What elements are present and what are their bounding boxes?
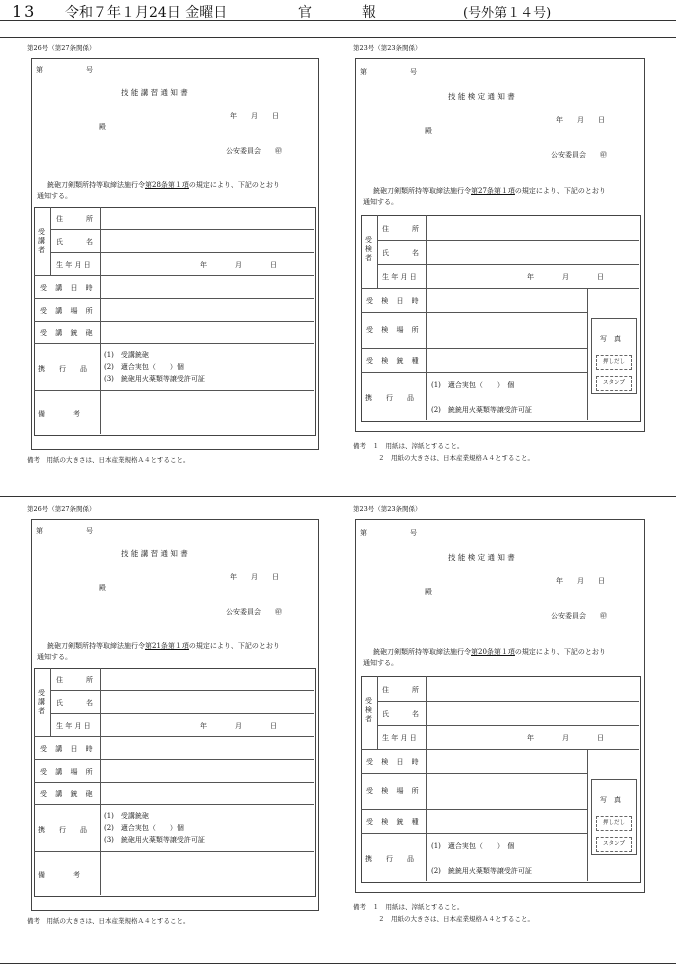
issuer: 公安委員会 ㊞: [226, 608, 282, 616]
form-note: 備考 用紙の大きさは、日本産業規格Ａ４とすること。: [27, 456, 190, 464]
col-rule: [50, 207, 51, 275]
number-label-b: 号: [410, 529, 417, 537]
dob-value: 年 月 日: [527, 734, 604, 742]
label-dob: 生 年 月 日: [382, 734, 417, 742]
form-note-2: ２ 用紙の大きさは、日本産業規格Ａ４とすること。: [378, 454, 534, 462]
number-label-a: 第: [36, 66, 43, 74]
body-line-1: 銃砲刀剣類所持等取締法施行令第27条第１項の規定により、下記のとおり: [373, 187, 606, 195]
issuer: 公安委員会 ㊞: [551, 151, 607, 159]
col-rule: [377, 676, 378, 749]
press-stamp: 押しだし: [596, 355, 632, 370]
section-rule-bottom: [0, 963, 676, 964]
label-items: 携 行 品: [365, 855, 414, 863]
label-datetime: 受 検 日 時: [366, 297, 422, 305]
label-dob: 生 年 月 日: [382, 273, 417, 281]
photo-label: 写 真: [600, 796, 621, 804]
row-rule: [377, 701, 639, 702]
addressee: 殿: [99, 123, 106, 131]
row-rule: [34, 275, 314, 276]
body-line-2: 通知する。: [37, 192, 72, 200]
body-line-2: 通知する。: [37, 653, 72, 661]
addressee: 殿: [425, 127, 432, 135]
row-rule: [361, 312, 587, 313]
form-type: 第23号（第23条関係）: [353, 505, 422, 513]
form-note: 備考 用紙の大きさは、日本産業規格Ａ４とすること。: [27, 917, 190, 925]
label-name: 氏 名: [382, 710, 422, 718]
document-title: 技 能 講 習 通 知 書: [121, 88, 188, 97]
col-rule: [587, 749, 588, 881]
number-label-b: 号: [86, 66, 93, 74]
col-rule: [587, 288, 588, 420]
item-3: (3) 銃砲用火薬類等譲受許可証: [104, 375, 205, 383]
row-rule: [377, 264, 639, 265]
number-label-a: 第: [36, 527, 43, 535]
stamp-mark: スタンプ: [596, 376, 632, 391]
form-type: 第23号（第23条関係）: [353, 44, 422, 52]
body-line-1: 銃砲刀剣類所持等取締法施行令第20条第１項の規定により、下記のとおり: [373, 648, 606, 656]
row-rule: [34, 321, 314, 322]
row-rule: [34, 851, 314, 852]
label-place: 受 検 場 所: [366, 787, 422, 795]
label-name: 氏 名: [382, 249, 422, 257]
row-rule: [361, 773, 587, 774]
label-items: 携 行 品: [38, 365, 87, 373]
item-1: (1) 適合実包（ ） 個: [431, 842, 515, 850]
body-line-1: 銃砲刀剣類所持等取締法施行令第21条第１項の規定により、下記のとおり: [47, 642, 280, 650]
date-line: 年 月 日: [230, 112, 279, 120]
issuer: 公安委員会 ㊞: [551, 612, 607, 620]
section-rule-top: [0, 37, 676, 38]
label-gun: 受 講 銃 砲: [40, 329, 96, 337]
col-rule: [426, 215, 427, 420]
number-label-a: 第: [360, 529, 367, 537]
label-gun: 受 検 銃 種: [366, 357, 422, 365]
group-label: 受講者: [38, 228, 45, 254]
press-stamp: 押しだし: [596, 816, 632, 831]
row-rule: [361, 749, 639, 750]
col-rule: [100, 668, 101, 895]
addressee: 殿: [425, 588, 432, 596]
label-address: 住 所: [382, 225, 422, 233]
row-rule: [361, 833, 587, 834]
item-2: (2) 銃銃用火薬類等譲受許可証: [431, 867, 532, 875]
dob-value: 年 月 日: [200, 261, 277, 269]
form-note-1: 備考 １ 用紙は、滓紙とすること。: [353, 903, 464, 911]
row-rule: [377, 725, 639, 726]
date-line: 年 月 日: [230, 573, 279, 581]
document-title: 技 能 検 定 通 知 書: [448, 553, 515, 562]
number-label-a: 第: [360, 68, 367, 76]
form-note-1: 備考 １ 用紙は、滓紙とすること。: [353, 442, 464, 450]
label-place: 受 検 場 所: [366, 326, 422, 334]
row-rule: [50, 690, 314, 691]
label-gun: 受 検 銃 種: [366, 818, 422, 826]
stamp-mark: スタンプ: [596, 837, 632, 852]
section-rule-middle: [0, 496, 676, 497]
number-label-b: 号: [410, 68, 417, 76]
label-gun: 受 講 銃 砲: [40, 790, 96, 798]
item-3: (3) 銃砲用火薬類等譲受許可証: [104, 836, 205, 844]
label-datetime: 受 講 日 時: [40, 745, 96, 753]
row-rule: [50, 252, 314, 253]
date-line: 年 月 日: [556, 577, 605, 585]
addressee: 殿: [99, 584, 106, 592]
item-1: (1) 受講銃砲: [104, 351, 149, 359]
label-remarks: 備 考: [38, 871, 80, 879]
form-note-2: ２ 用紙の大きさは、日本産業規格Ａ４とすること。: [378, 915, 534, 923]
row-rule: [361, 372, 587, 373]
label-dob: 生 年 月 日: [56, 261, 91, 269]
form-type: 第26号（第27条関係）: [27, 505, 96, 513]
group-label: 受講者: [38, 689, 45, 715]
row-rule: [50, 229, 314, 230]
form-type: 第26号（第27条関係）: [27, 44, 96, 52]
document-title: 技 能 検 定 通 知 書: [448, 92, 515, 101]
page-number: 13: [12, 2, 37, 21]
row-rule: [361, 348, 587, 349]
page-header: [0, 0, 676, 22]
dob-value: 年 月 日: [200, 722, 277, 730]
item-2: (2) 適合実包（ ）個: [104, 363, 184, 371]
group-label: 受検者: [365, 697, 372, 723]
col-rule: [426, 676, 427, 881]
row-rule: [34, 736, 314, 737]
group-label: 受検者: [365, 236, 372, 262]
body-line-1: 銃砲刀剣類所持等取締法施行令第28条第１項の規定により、下記のとおり: [47, 181, 280, 189]
col-rule: [100, 207, 101, 434]
dob-value: 年 月 日: [527, 273, 604, 281]
gazette-title-a: 官: [298, 5, 312, 21]
photo-label: 写 真: [600, 335, 621, 343]
body-line-2: 通知する。: [363, 198, 398, 206]
item-2: (2) 銃銃用火薬類等譲受許可証: [431, 406, 532, 414]
header-rule: [0, 20, 676, 21]
label-address: 住 所: [56, 215, 96, 223]
issuer: 公安委員会 ㊞: [226, 147, 282, 155]
label-name: 氏 名: [56, 238, 96, 246]
row-rule: [34, 390, 314, 391]
col-rule: [50, 668, 51, 736]
item-1: (1) 受講銃砲: [104, 812, 149, 820]
row-rule: [377, 240, 639, 241]
date-line: 年 月 日: [556, 116, 605, 124]
number-label-b: 号: [86, 527, 93, 535]
label-place: 受 講 場 所: [40, 768, 96, 776]
body-line-2: 通知する。: [363, 659, 398, 667]
item-1: (1) 適合実包（ ） 個: [431, 381, 515, 389]
row-rule: [34, 804, 314, 805]
issue-number: (号外第１４号): [463, 6, 552, 21]
item-2: (2) 適合実包（ ）個: [104, 824, 184, 832]
document-title: 技 能 講 習 通 知 書: [121, 549, 188, 558]
label-items: 携 行 品: [38, 826, 87, 834]
col-rule: [377, 215, 378, 288]
publication-date: 令和７年１月24日 金曜日: [65, 5, 228, 21]
label-dob: 生 年 月 日: [56, 722, 91, 730]
row-rule: [50, 713, 314, 714]
label-name: 氏 名: [56, 699, 96, 707]
row-rule: [361, 809, 587, 810]
row-rule: [361, 288, 639, 289]
label-place: 受 講 場 所: [40, 307, 96, 315]
label-datetime: 受 講 日 時: [40, 284, 96, 292]
label-address: 住 所: [382, 686, 422, 694]
label-datetime: 受 検 日 時: [366, 758, 422, 766]
label-address: 住 所: [56, 676, 96, 684]
row-rule: [34, 298, 314, 299]
row-rule: [34, 343, 314, 344]
label-remarks: 備 考: [38, 410, 80, 418]
row-rule: [34, 759, 314, 760]
label-items: 携 行 品: [365, 394, 414, 402]
row-rule: [34, 782, 314, 783]
gazette-title-b: 報: [362, 5, 376, 21]
